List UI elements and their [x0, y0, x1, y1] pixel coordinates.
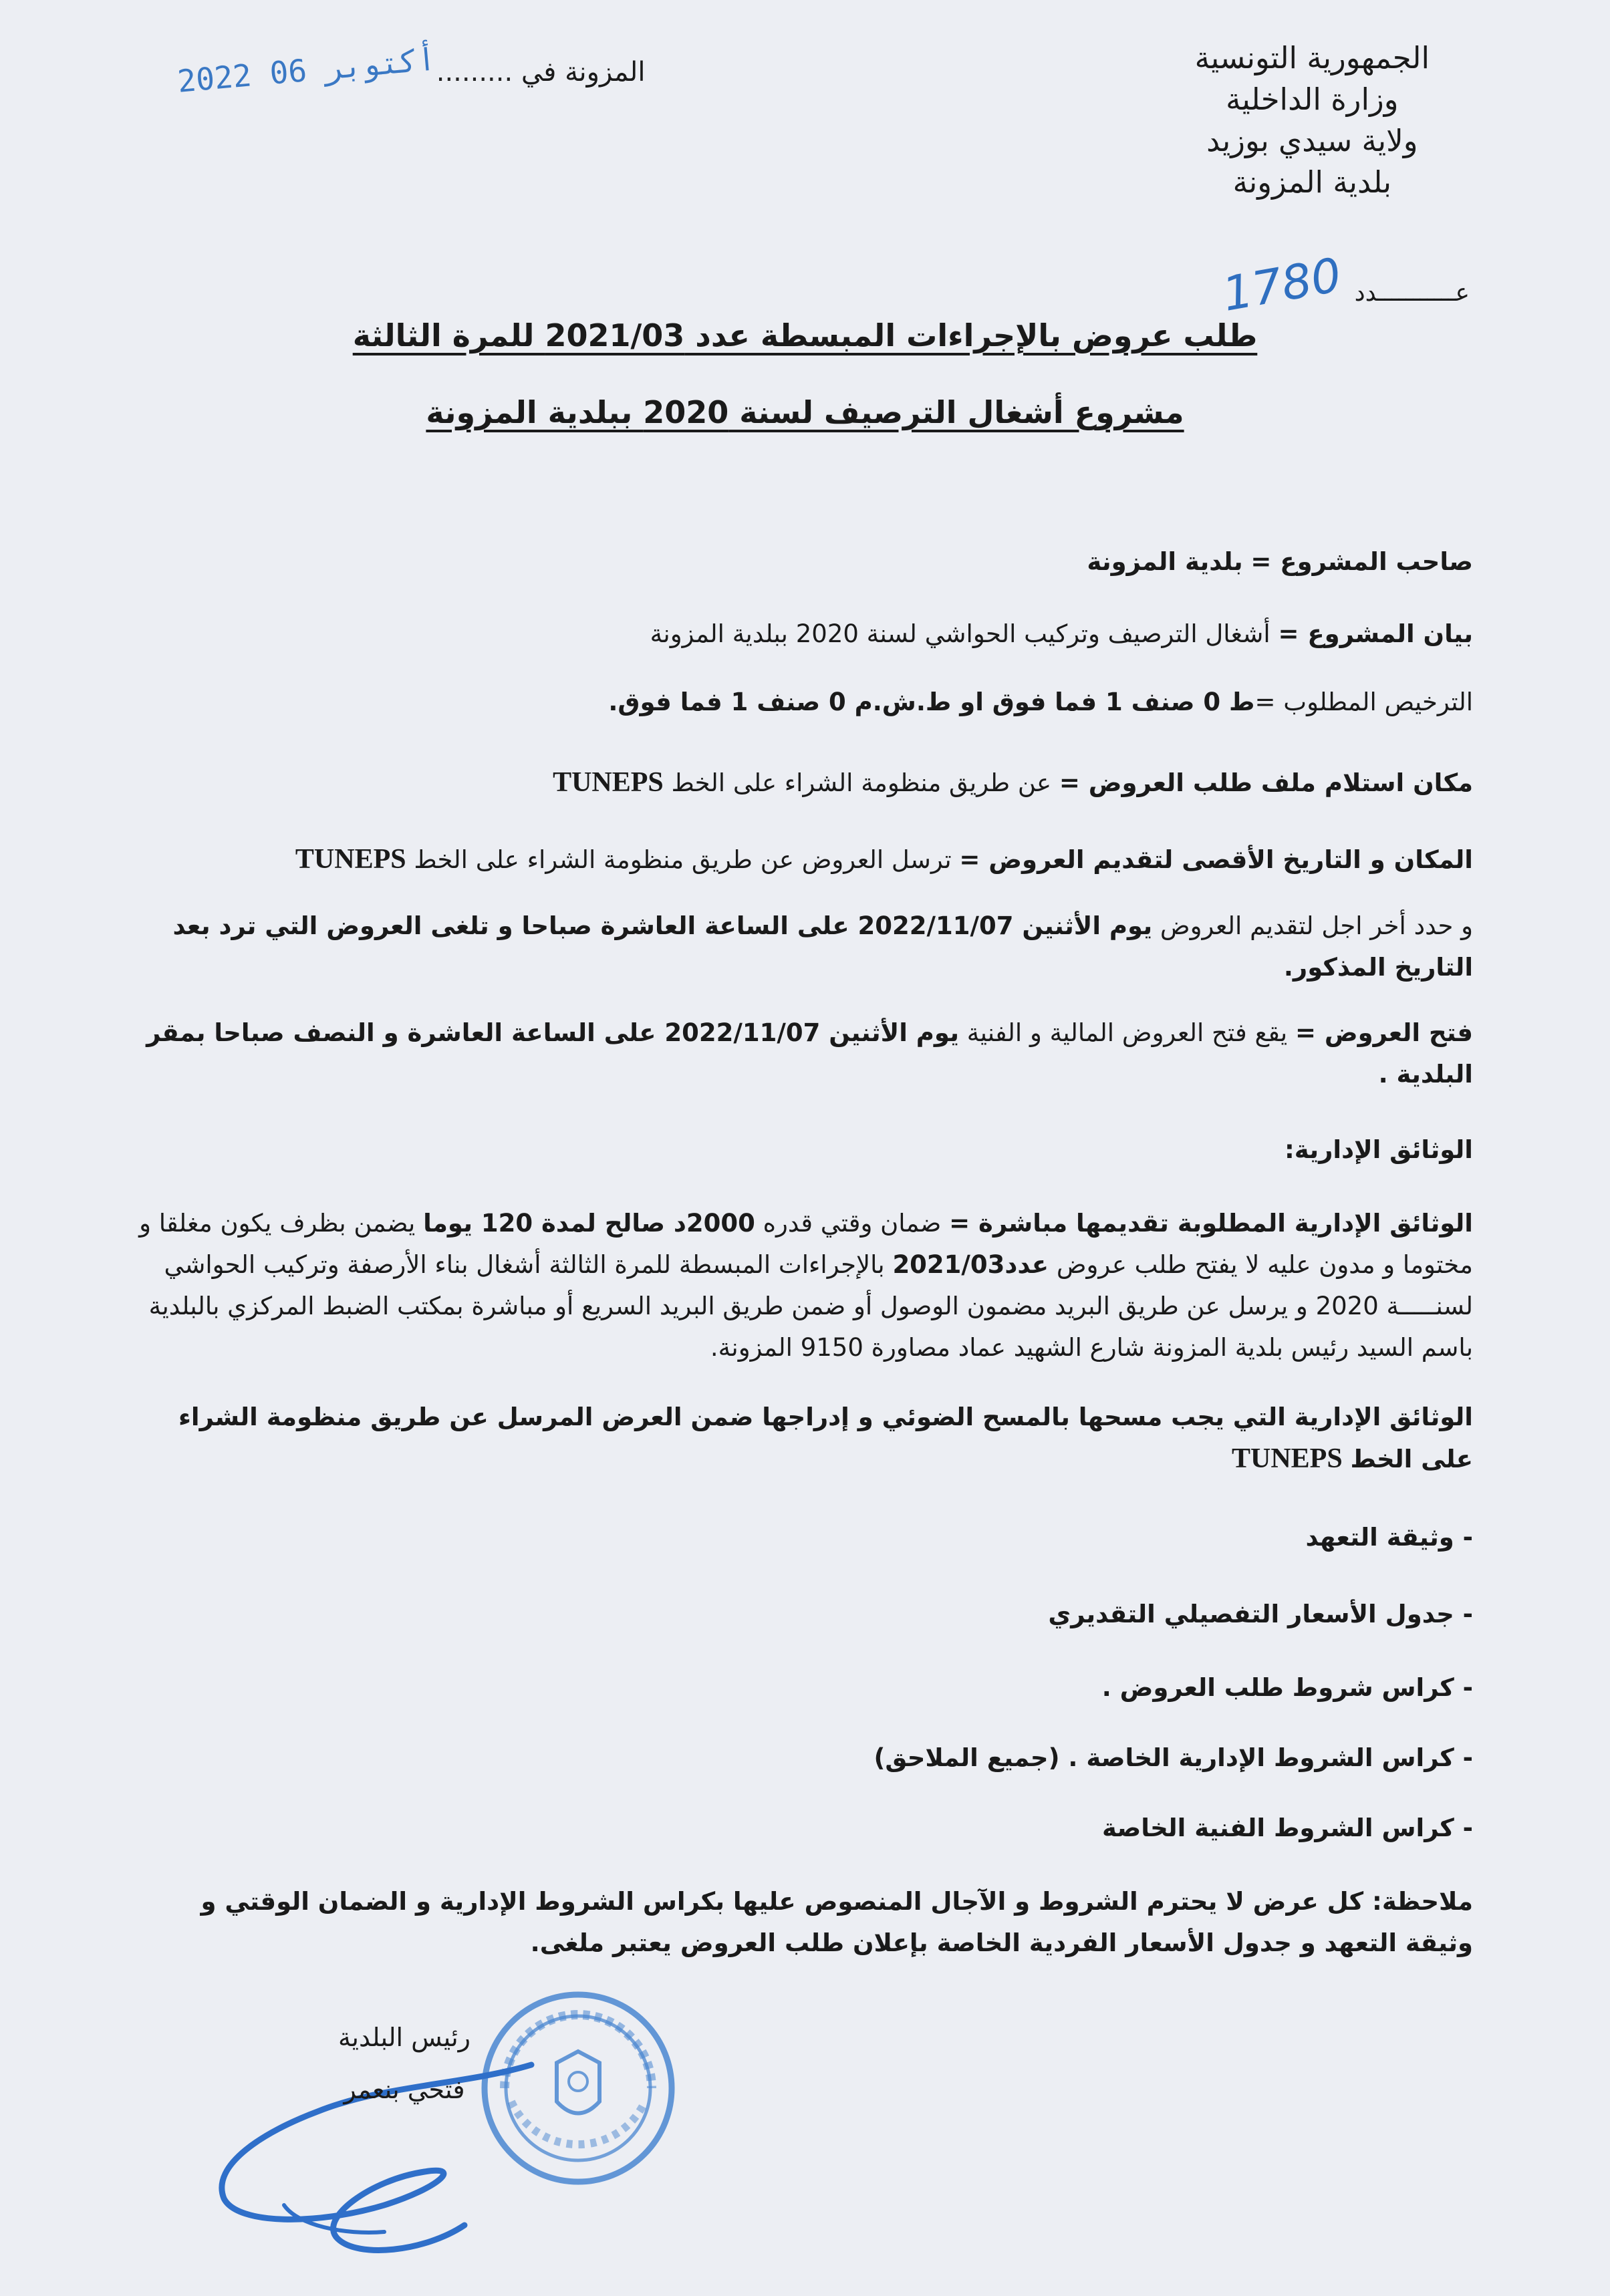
- date-stamp: 2022 أكتوبر 06: [176, 41, 438, 100]
- license-row: [130, 682, 1473, 723]
- opening-value-date: يوم الأثنين 2022/11/07 على الساعة العاشرة و النصف صباحا بمقر البلدية .: [146, 1018, 1473, 1089]
- signatory-title: رئيس البلدية: [338, 2023, 471, 2052]
- opening-row: [130, 1012, 1473, 1095]
- direct-docs-paragraph: [130, 1203, 1473, 1369]
- country-name: الجمهورية التونسية: [1194, 40, 1430, 76]
- owner-row: [130, 541, 1473, 583]
- deadline-value: ترسل العروض عن طريق منظومة الشراء على الخط: [414, 845, 952, 874]
- receipt-platform: TUNEPS: [553, 767, 664, 798]
- license-label: الترخيص المطلوب =: [1254, 688, 1473, 716]
- scan-docs-label: الوثائق الإدارية التي يجب مسحها بالمسح الضوئي و إدراجها ضمن العرض المرسل عن طريق منظومة الشراء على الخط: [178, 1403, 1473, 1473]
- project-desc-row: [130, 613, 1473, 655]
- date-label: المزونة في: [521, 57, 646, 88]
- direct-docs-ref: عدد2021/03: [892, 1250, 1049, 1279]
- direct-docs-delivery: بالإجراءات المبسطة للمرة الثالثة أشغال بناء الأرصفة وتركيب الحواشي لسنـــــة 2020 و يرسل عن طريق البريد مضمون الوصول أو ضمن طريق البريد السريع أو مباشرة بمكتب الضبط المركزي بالبلدية باسم السيد رئيس بلدية المزونة شارع الشهيد عماد مصاورة 9150 المزونة.: [148, 1250, 1473, 1362]
- deadline-note-date: يوم الأثنين 2022/11/07 على الساعة العاشرة صباحا و تلغى العروض التي ترد بعد التاريخ المذكور.: [172, 911, 1473, 982]
- receipt-label: مكان استلام ملف طلب العروض =: [1059, 768, 1473, 797]
- document-subtitle: مشروع أشغال الترصيف لسنة 2020 ببلدية المزونة: [426, 394, 1184, 430]
- ministry-name: وزارة الداخلية: [1226, 82, 1399, 117]
- scan-docs-paragraph: [130, 1397, 1473, 1480]
- direct-docs-envelope: يضمن بظرف يكون مغلقا و مختوما و مدون عليه لا يفتح طلب عروض: [139, 1209, 1473, 1279]
- issuer-header: [1195, 37, 1430, 203]
- project-desc-label: بيان المشروع =: [1278, 619, 1473, 648]
- receipt-row: [130, 762, 1473, 804]
- note-paragraph: ملاحظة: كل عرض لا يحترم الشروط و الآجال المنصوص عليها بكراس الشروط الإدارية و الضمان الوقتي و وثيقة التعهد و جدول الأسعار الفردية الخاصة بإعلان طلب العروض يعتبر ملغى.: [200, 1887, 1473, 1957]
- project-desc-value: أشغال الترصيف وتركيب الحواشي لسنة 2020 ببلدية المزونة: [650, 619, 1270, 648]
- doc-item: - كراس الشروط الفنية الخاصة: [1102, 1814, 1473, 1842]
- doc-item: - وثيقة التعهد: [1305, 1523, 1473, 1552]
- municipality-name: بلدية المزونة: [1232, 164, 1392, 200]
- deadline-label: المكان و التاريخ الأقصى لتقديم العروض =: [959, 845, 1473, 874]
- direct-docs-guarantee: ضمان وقتي قدره: [763, 1209, 942, 1238]
- doc-item: - كراس الشروط الإدارية الخاصة . (جميع الملاحق): [874, 1743, 1473, 1772]
- document-title: طلب عروض بالإجراءات المبسطة عدد 2021/03 للمرة الثالثة: [352, 317, 1258, 353]
- owner-label: صاحب المشروع =: [1250, 547, 1473, 576]
- reference-label: عـــــــــــدد: [1354, 279, 1470, 307]
- direct-docs-label: الوثائق الإدارية المطلوبة تقديمها مباشرة =: [949, 1209, 1473, 1238]
- owner-value: بلدية المزونة: [1087, 547, 1243, 576]
- deadline-platform: TUNEPS: [295, 844, 406, 875]
- receipt-value: عن طريق منظومة الشراء على الخط: [671, 768, 1052, 797]
- deadline-note-lead: و حدد أخر اجل لتقديم العروض: [1160, 911, 1473, 940]
- deadline-note: [130, 905, 1473, 988]
- signatory-name: فتحي بنعمر: [344, 2075, 465, 2104]
- signature-block: [338, 2011, 471, 2116]
- opening-value-lead: يقع فتح العروض المالية و الفنية: [966, 1018, 1288, 1047]
- reference-number: 1780: [1218, 247, 1345, 322]
- admin-docs-heading: الوثائق الإدارية:: [1284, 1135, 1473, 1164]
- doc-item: - جدول الأسعار التفصيلي التقديري: [1048, 1600, 1473, 1628]
- direct-docs-amount: 2000د صالح لمدة 120 يوما: [423, 1209, 755, 1238]
- reference-line: [1217, 247, 1470, 322]
- deadline-row: [130, 839, 1473, 881]
- license-value: ط 0 صنف 1 فما فوق او ط.ش.م 0 صنف 1 فما فوق.: [608, 688, 1255, 716]
- doc-item: - كراس شروط طلب العروض .: [1101, 1673, 1473, 1702]
- governorate-name: ولاية سيدي بوزيد: [1206, 123, 1418, 158]
- date-line: 2022 أكتوبر 06......... المزونة في: [176, 41, 646, 100]
- opening-label: فتح العروض =: [1295, 1018, 1473, 1047]
- scan-docs-platform: TUNEPS: [1231, 1443, 1343, 1474]
